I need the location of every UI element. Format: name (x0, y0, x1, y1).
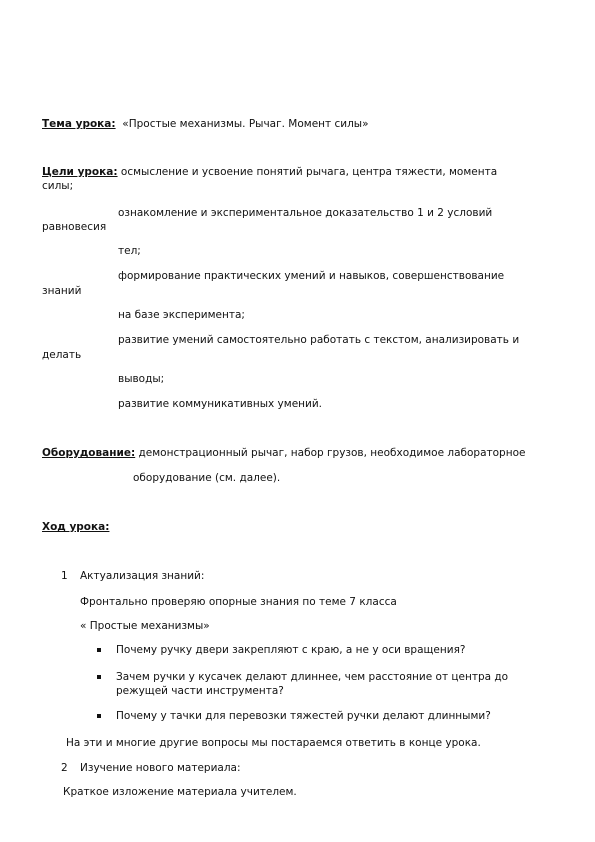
goal-2-cont: равновесия (42, 221, 107, 233)
goals-line-1 (42, 166, 497, 179)
question-1: Почему ручку двери закрепляют с краю, а не у оси вращения? (116, 644, 466, 656)
goal-3: формирование практических умений и навыков, совершенствование (118, 270, 505, 282)
question-2-cont: режущей части инструмента? (116, 685, 284, 697)
section-2-title: Изучение нового материала: (80, 762, 241, 774)
goal-2-cont2: тел; (118, 245, 141, 257)
section-1-title: Актуализация знаний: (80, 570, 205, 582)
section-1-intro: Фронтально проверяю опорные знания по теме 7 класса (80, 596, 397, 608)
equipment-text-cont: оборудование (см. далее). (133, 472, 281, 484)
goal-2: ознакомление и экспериментальное доказательство 1 и 2 условий (118, 207, 493, 219)
goal-5: развитие коммуникативных умений. (118, 398, 323, 410)
section-1-number: 1 (61, 570, 68, 582)
question-2: Зачем ручки у кусачек делают длиннее, чем расстояние от центра до (116, 671, 509, 683)
topic-label: Тема урока: (42, 118, 116, 130)
bullet-icon (97, 648, 101, 652)
section-1-topic: « Простые механизмы» (80, 620, 210, 632)
topic-line (42, 118, 369, 131)
question-3: Почему у тачки для перевозки тяжестей ручки делают длинными? (116, 710, 491, 722)
goal-4: развитие умений самостоятельно работать с текстом, анализировать и (118, 334, 520, 346)
topic-text: «Простые механизмы. Рычаг. Момент силы» (122, 118, 369, 130)
goal-3-cont2: на базе эксперимента; (118, 309, 245, 321)
section-2-number: 2 (61, 762, 68, 774)
equipment-label: Оборудование: (42, 447, 136, 459)
goal-4-cont: делать (42, 349, 82, 361)
goals-label: Цели урока: (42, 166, 118, 178)
bullet-icon (97, 675, 101, 679)
goal-4-cont2: выводы; (118, 373, 165, 385)
goal-3-cont: знаний (42, 285, 82, 297)
section-2-text: Краткое изложение материала учителем. (63, 786, 297, 798)
section-1-closing: На эти и многие другие вопросы мы постараемся ответить в конце урока. (66, 737, 481, 749)
course-label: Ход урока: (42, 521, 110, 533)
equipment-line (42, 447, 525, 460)
bullet-icon (97, 714, 101, 718)
goal-1: осмысление и усвоение понятий рычага, центра тяжести, момента (120, 166, 498, 178)
goal-1-cont: силы; (42, 180, 74, 192)
equipment-text: демонстрационный рычаг, набор грузов, необходимое лабораторное (138, 447, 526, 459)
